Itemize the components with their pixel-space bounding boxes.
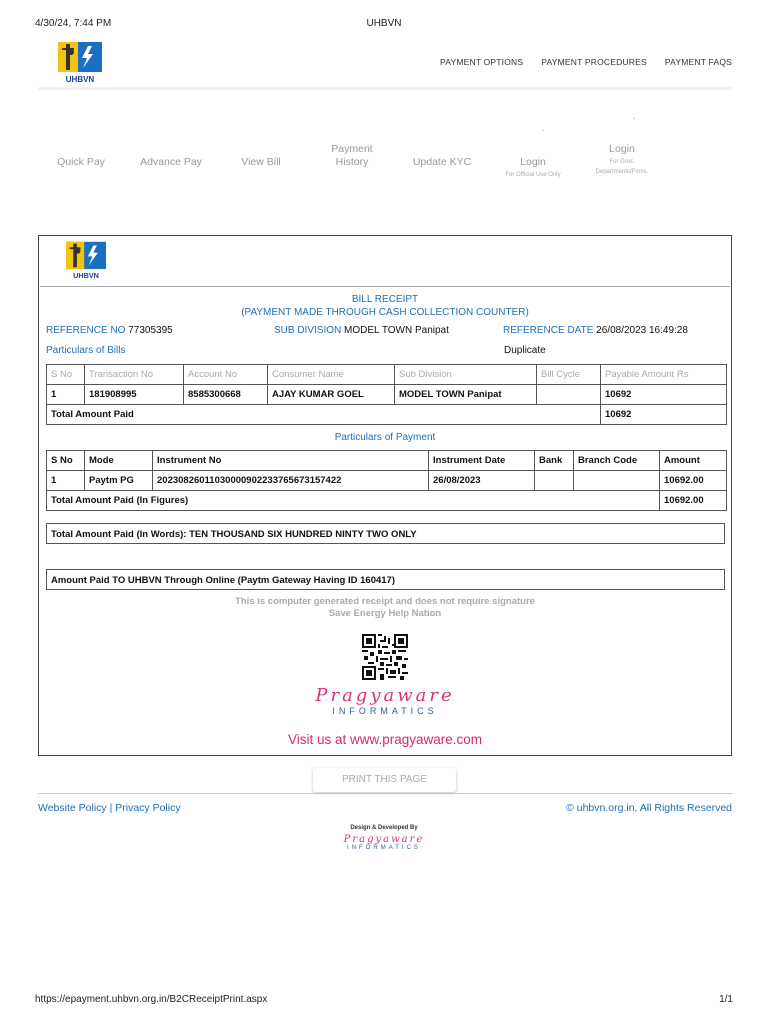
payment-header-cell: Mode: [85, 451, 153, 471]
reference-no-value: 77305395: [128, 325, 173, 336]
reference-date-value: 26/08/2023 16:49:28: [596, 325, 688, 336]
print-page-count: 1/1: [719, 994, 733, 1005]
menu-payment-history-line1: Payment: [331, 143, 373, 155]
bills-header-cell: Bill Cycle: [537, 365, 601, 385]
sub-division-value: MODEL TOWN Panipat: [344, 325, 449, 336]
payment-cell: [535, 471, 574, 491]
pragyaware-script-logo: Pragyaware: [315, 685, 455, 706]
duplicate-label: Duplicate: [504, 345, 546, 356]
menu-login-official[interactable]: [493, 156, 573, 182]
privacy-policy-link[interactable]: Privacy Policy: [115, 802, 181, 814]
menu-update-kyc[interactable]: Update KYC: [412, 156, 472, 168]
pragyaware-brand: [39, 685, 731, 716]
payment-header-cell: S No: [47, 451, 85, 471]
footer-brand[interactable]: [0, 834, 768, 851]
bills-header-row: [47, 365, 727, 385]
payment-cell: 1: [47, 471, 85, 491]
bills-total-row: [47, 405, 727, 425]
print-title: UHBVN: [366, 18, 402, 29]
payment-total-value: 10692.00: [660, 491, 727, 511]
bills-header-cell: Sub Division: [395, 365, 537, 385]
menu-login-govt-label: Login: [609, 143, 635, 155]
menu-quick-pay[interactable]: Quick Pay: [57, 156, 105, 168]
bills-cell: 1: [47, 385, 85, 405]
bills-cell: 10692: [601, 385, 727, 405]
bill-receipt: [38, 235, 732, 756]
payment-table: [46, 450, 727, 511]
menu-login-govt-note2: Departments/Firms.: [595, 169, 649, 175]
main-menu: [38, 140, 732, 188]
receipt-title: [39, 293, 731, 319]
menu-login-govt-note1: For Govt.: [609, 159, 635, 165]
footer-pragyaware-informatics: INFORMATICS: [347, 845, 421, 851]
pragyaware-informatics: INFORMATICS: [332, 706, 438, 716]
uhbvn-receipt-logo-icon: [61, 240, 111, 280]
bills-header-cell: Payable Amount Rs: [601, 365, 727, 385]
footer-divider: [38, 793, 732, 794]
payment-header-row: [47, 451, 727, 471]
logo-text: UHBVN: [65, 75, 95, 84]
table-row: [47, 385, 727, 405]
bills-header-cell: Consumer Name: [268, 365, 395, 385]
table-row: [47, 471, 727, 491]
bills-cell: MODEL TOWN Panipat: [395, 385, 537, 405]
reference-date-label: REFERENCE DATE: [503, 325, 594, 336]
payment-header-cell: Amount: [660, 451, 727, 471]
menu-login-note: For Official Use Only: [505, 172, 561, 178]
receipt-divider: [40, 286, 730, 287]
receipt-note: [39, 596, 731, 620]
website-policy-link[interactable]: Website Policy: [38, 802, 107, 814]
particulars-of-bills: Particulars of Bills: [46, 345, 126, 356]
payment-header-cell: Instrument Date: [429, 451, 535, 471]
print-page-button[interactable]: PRINT THIS PAGE: [313, 768, 456, 792]
bills-total-label: Total Amount Paid: [47, 405, 601, 425]
receipt-title-main: BILL RECEIPT: [351, 294, 419, 305]
menu-payment-history[interactable]: [320, 143, 384, 169]
bills-cell: 8585300668: [184, 385, 268, 405]
menu-view-bill[interactable]: View Bill: [241, 156, 281, 168]
site-header: [38, 40, 732, 90]
top-nav: [440, 57, 732, 67]
payment-cell: [574, 471, 660, 491]
receipt-subtitle: (PAYMENT MADE THROUGH CASH COLLECTION COUNTER): [241, 307, 529, 318]
bills-cell: AJAY KUMAR GOEL: [268, 385, 395, 405]
menu-login-govt[interactable]: [584, 143, 660, 179]
payment-cell: 10692.00: [660, 471, 727, 491]
payment-total-row: [47, 491, 727, 511]
reference-date: [503, 325, 688, 336]
computer-generated-note: This is computer generated receipt and does not require signature: [235, 596, 535, 607]
payment-header-cell: Bank: [535, 451, 574, 471]
footer-pragyaware-script: Pragyaware: [343, 834, 425, 845]
payment-cell: 26/08/2023: [429, 471, 535, 491]
stray-dot: .: [633, 112, 636, 121]
uhbvn-logo-icon[interactable]: [56, 40, 104, 84]
reference-no-label: REFERENCE NO: [46, 325, 126, 336]
copyright: © uhbvn.org.in, All Rights Reserved: [566, 802, 732, 814]
bills-table: [46, 364, 727, 425]
nav-payment-faqs[interactable]: PAYMENT FAQS: [664, 57, 732, 67]
designed-by: Design & Developed By: [350, 825, 418, 831]
sub-division: [274, 325, 449, 336]
payment-cell: Paytm PG: [85, 471, 153, 491]
reference-no: [46, 325, 173, 336]
payment-header-cell: Instrument No: [153, 451, 429, 471]
bills-header-cell: Transaction No: [85, 365, 184, 385]
menu-payment-history-line2: History: [335, 156, 369, 168]
save-energy-note: Save Energy Help Nation: [328, 608, 442, 619]
amount-through-online: Amount Paid TO UHBVN Through Online (Paytm Gateway Having ID 160417): [46, 569, 725, 590]
sub-division-label: SUB DIVISION: [274, 325, 342, 336]
receipt-logo-text: UHBVN: [73, 271, 99, 280]
qr-code-icon: [362, 634, 408, 680]
print-url: https://epayment.uhbvn.org.in/B2CReceiptPrint.aspx: [35, 994, 268, 1005]
bills-cell: [537, 385, 601, 405]
payment-total-label: Total Amount Paid (In Figures): [47, 491, 660, 511]
bills-header-cell: Account No: [184, 365, 268, 385]
amount-in-words: Total Amount Paid (In Words): TEN THOUSAND SIX HUNDRED NINTY TWO ONLY: [46, 523, 725, 544]
visit-link[interactable]: Visit us at www.pragyaware.com: [287, 732, 483, 747]
nav-payment-procedures[interactable]: PAYMENT PROCEDURES: [541, 57, 647, 67]
payment-cell: 20230826011030000902233765673157422: [153, 471, 429, 491]
menu-login-label: Login: [520, 156, 546, 168]
stray-dot: .: [542, 124, 545, 133]
bills-header-cell: S No: [47, 365, 85, 385]
policy-separator: |: [109, 802, 113, 814]
particulars-of-payment: Particulars of Payment: [334, 432, 436, 443]
bills-total-value: 10692: [601, 405, 727, 425]
payment-header-cell: Branch Code: [574, 451, 660, 471]
menu-advance-pay[interactable]: Advance Pay: [140, 156, 202, 168]
print-datetime: 4/30/24, 7:44 PM: [35, 18, 112, 29]
nav-payment-options[interactable]: PAYMENT OPTIONS: [439, 57, 524, 67]
footer-policy-links: [38, 802, 181, 814]
bills-cell: 181908995: [85, 385, 184, 405]
